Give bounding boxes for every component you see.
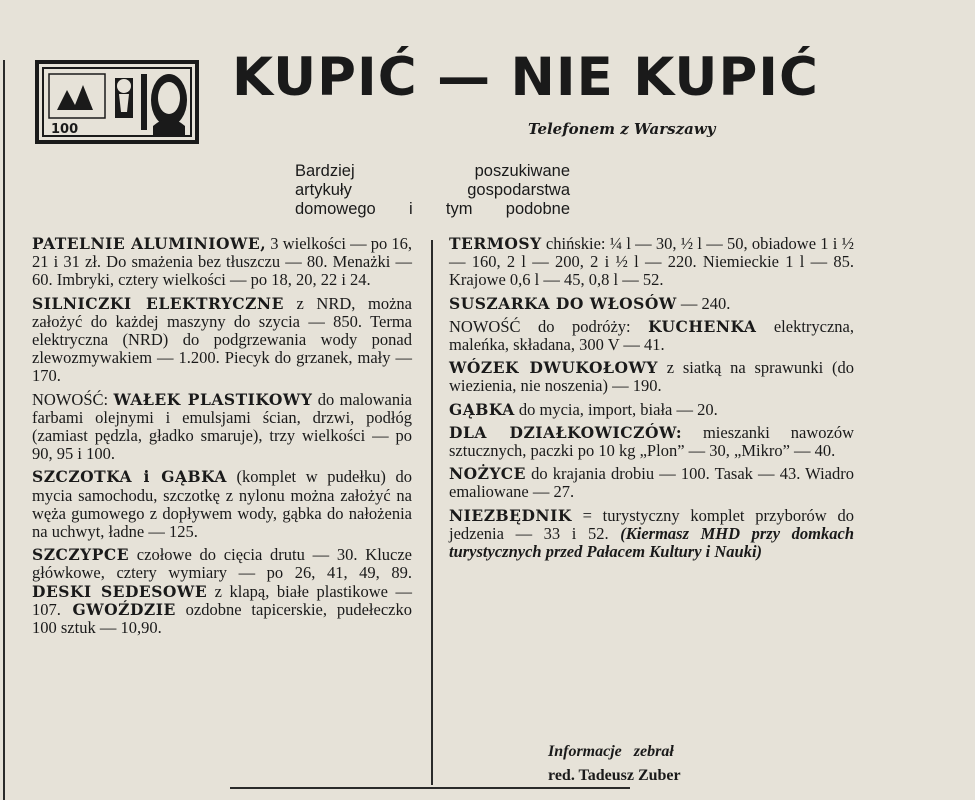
item-head: NOŻYCE	[449, 464, 526, 484]
item-kuchenka	[449, 318, 854, 354]
item-silniczki	[32, 295, 412, 386]
item-head: SILNICZKI ELEKTRYCZNE	[32, 293, 284, 313]
item-text: 3 wielkości — po 16, 21 i 31 zł. Do smażenia bez tłuszczu — 80. Menażki — 60. Imbryki, cztery wielkości — po 18, 20, 22 i 24.	[32, 234, 412, 290]
item-suszarka	[449, 295, 854, 313]
item-text: ozdobne tapicerskie, pudełeczko 100 sztuk — 10,90.	[32, 599, 412, 638]
credits	[548, 740, 768, 788]
item-gabka	[449, 401, 854, 419]
item-head: NIEZBĘDNIK	[449, 505, 572, 525]
item-head: TERMOSY	[449, 234, 542, 253]
item-text: — 240.	[676, 293, 731, 313]
credits-line: Informacje zebrał	[548, 743, 674, 760]
item-head: GĄBKA	[449, 399, 515, 419]
item-szczotka	[32, 468, 412, 541]
item-head: SZCZYPCE	[32, 545, 130, 565]
deck-line: Bardziej poszukiwane	[295, 162, 570, 180]
item-head: WAŁEK PLASTIKOWY	[113, 389, 313, 409]
item-text: do krajania drobiu — 100. Tasak — 43. Wiadro emaliowane — 27.	[449, 464, 854, 502]
item-head: DLA DZIAŁKOWICZÓW:	[449, 422, 683, 442]
subtitle: Telefonem z Warszawy	[528, 120, 716, 138]
item-text: mieszanki nawozów sztucznych, paczki po 10 kg „Plon” — 30, „Mikro” — 40.	[449, 422, 855, 461]
item-text: do malowania farbami olejnymi i emulsjami ścian, drzwi, podłóg (zamiast pędzla, gładko smaruje), trzy wielkości — po 90, 95 i 100.	[32, 389, 413, 464]
item-wozek	[449, 359, 854, 395]
deck	[295, 162, 570, 219]
item-head: WÓZEK DWUKOŁOWY	[449, 358, 658, 378]
left-border-rule	[3, 60, 5, 800]
right-column	[449, 235, 854, 566]
item-pre: NOWOŚĆ:	[32, 389, 114, 409]
item-note: (Kiermasz MHD przy domkach turystycznych przed Pałacem Kultury i Nauki)	[449, 523, 854, 562]
deck-line: domowego i tym podobne	[295, 200, 570, 218]
banknote-logo-icon	[35, 60, 199, 144]
item-text: = turystyczny komplet przyborów do jedzenia — 33 i 52.	[449, 505, 854, 543]
column-divider	[431, 240, 433, 785]
left-column	[32, 235, 412, 642]
item-text: chińskie: ¼ l — 30, ½ l — 50, obiadowe 1 i ½ — 160, 2 l — 200, 2 i ½ l — 220. Niemieckie 1 l — 85. Krajowe 0,6 l — 45, 0,8 l — 52.	[449, 234, 854, 290]
author-name: red. Tadeusz Zuber	[548, 767, 681, 784]
item-head: KUCHENKA	[648, 316, 757, 336]
page-title: KUPIĆ — NIE KUPIĆ	[232, 47, 819, 108]
item-text: do mycia, import, biała — 20.	[514, 399, 718, 419]
item-niezbednik	[449, 507, 854, 562]
item-termosy	[449, 235, 854, 290]
item-szczypce	[32, 546, 412, 637]
item-head: PATELNIE ALUMINIOWE,	[32, 234, 267, 253]
deck-line: artykuły gospodarstwa	[295, 181, 570, 199]
item-text: czołowe do cięcia drutu — 30. Klucze główkowe, cztery wymiary — po 26, 41, 49, 89.	[32, 545, 412, 583]
logo-value: 100	[51, 122, 79, 137]
item-head: SZCZOTKA i GĄBKA	[32, 467, 227, 487]
item-text: z klapą, białe plastikowe — 107.	[32, 581, 413, 619]
item-text: z NRD, można założyć do każdej maszyny do szycia — 850. Terma elektryczna (NRD) do podgrzewania wody ponad zlewozmywakiem — 1.200. Piecyk do grzanek, mały — 170.	[32, 293, 412, 386]
item-dzialkowicze	[449, 424, 854, 460]
item-nozyce	[449, 465, 854, 501]
item-text: elektryczna, maleńka, składana, 300 V — 41.	[449, 316, 855, 355]
item-pre: NOWOŚĆ do podróży:	[449, 316, 649, 336]
item-head: SUSZARKA DO WŁOSÓW	[449, 293, 677, 313]
item-text: (komplet w pudełku) do mycia samochodu, szczotkę z nylonu można założyć na węża gumowego z dopływem wody, gąbka do nałożenia na uchwyt, ładne — 125.	[32, 467, 413, 542]
item-head: GWOŹDZIE	[60, 599, 176, 619]
item-walek	[32, 391, 412, 464]
item-head: DESKI SEDESOWE	[32, 581, 208, 601]
item-text: z siatką na sprawunki (do wiezienia, nie noszenia) — 190.	[449, 358, 854, 396]
item-patelnie	[32, 235, 412, 290]
bottom-rule	[230, 787, 630, 789]
